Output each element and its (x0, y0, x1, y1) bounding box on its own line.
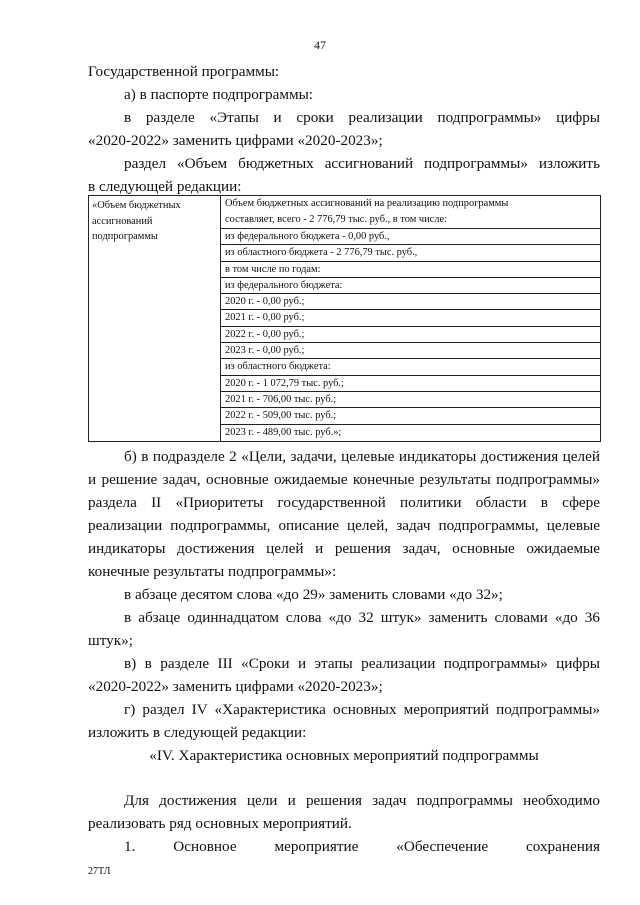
budget-row: 2020 г. - 0,00 руб.; (221, 294, 600, 310)
budget-row: из областного бюджета: (221, 359, 600, 375)
intro-line-5: раздел «Объем бюджетных ассигнований подпрограммы» изложить (124, 155, 600, 172)
body-block (88, 445, 600, 858)
budget-table (88, 195, 601, 442)
intro-line-6: в следующей редакции: (88, 178, 242, 195)
paragraph-goal: Для достижения цели и решения задач подпрограммы необходимо реализовать ряд основных мероприятий. (88, 792, 600, 832)
intro-line-4: «2020-2022» заменить цифрами «2020-2023»; (88, 132, 383, 149)
intro-line-1: Государственной программы: (88, 63, 280, 80)
budget-table-label: «Объем бюджетных ассигнований подпрограммы (89, 196, 221, 442)
paragraph-abzac-11: в абзаце одиннадцатом слова «до 32 штук» заменить словами «до 36 штук»; (88, 609, 600, 649)
intro-block (88, 60, 600, 198)
paragraph-b: б) в подразделе 2 «Цели, задачи, целевые индикаторы достижения целей и решение задач, основные ожидаемые конечные результаты подпрограммы» раздела II «Приоритеты государственной политики области в сфере реализации подпрограммы, описание целей, задач подпрограммы, целевые индикаторы достижения целей и решения задач, основные ожидаемые конечные результаты подпрограммы»: (88, 448, 600, 580)
budget-row: 2021 г. - 706,00 тыс. руб.; (221, 392, 600, 408)
budget-row: 2021 г. - 0,00 руб.; (221, 310, 600, 326)
budget-row: из федерального бюджета: (221, 278, 600, 294)
section-iv-heading: «IV. Характеристика основных мероприятий подпрограммы (149, 747, 539, 764)
budget-row-total-b: составляет, всего - 2 776,79 тыс. руб., в том числе: (225, 213, 447, 225)
budget-row: 2023 г. - 489,00 тыс. руб.»; (225, 426, 342, 438)
budget-row: из областного бюджета - 2 776,79 тыс. руб., (221, 245, 600, 261)
budget-row-total (221, 196, 600, 229)
blank-line (88, 767, 600, 789)
budget-row: 2020 г. - 1 072,79 тыс. руб.; (221, 376, 600, 392)
budget-row: 2022 г. - 0,00 руб.; (221, 327, 600, 343)
budget-row: 2023 г. - 0,00 руб.; (221, 343, 600, 359)
paragraph-v: в) в разделе III «Сроки и этапы реализации подпрограммы» цифры «2020-2022» заменить цифрами «2020-2023»; (88, 655, 600, 695)
intro-line-3: в разделе «Этапы и сроки реализации подпрограммы» цифры (124, 109, 600, 126)
intro-line-2: а) в паспорте подпрограммы: (124, 86, 313, 103)
budget-row: в том числе по годам: (221, 262, 600, 278)
budget-table-values (221, 196, 601, 442)
budget-row: 2022 г. - 509,00 тыс. руб.; (221, 408, 600, 424)
paragraph-abzac-10: в абзаце десятом слова «до 29» заменить словами «до 32»; (124, 586, 503, 603)
footer-code: 27ТЛ (88, 866, 111, 877)
page-number: 47 (314, 38, 326, 52)
budget-row-total-a: Объем бюджетных ассигнований на реализацию подпрограммы (225, 198, 509, 209)
paragraph-g: г) раздел IV «Характеристика основных мероприятий подпрограммы» изложить в следующей редакции: (88, 701, 600, 741)
paragraph-item-1: 1. Основное мероприятие «Обеспечение сохранения (124, 838, 600, 855)
budget-row: из федерального бюджета - 0,00 руб., (221, 229, 600, 245)
